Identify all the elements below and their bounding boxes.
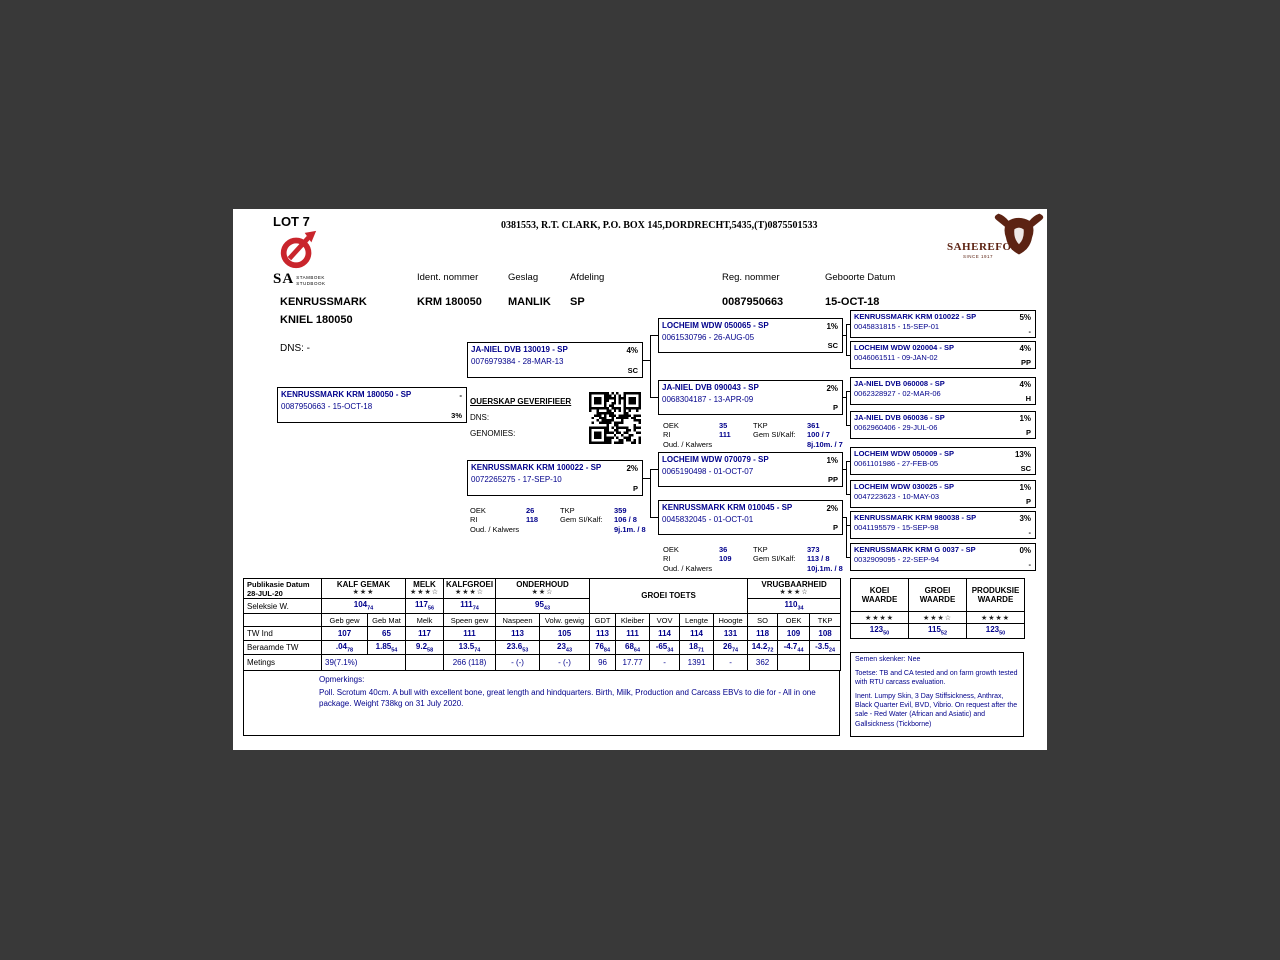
- empty-label: [244, 614, 322, 627]
- twind-value: 117: [406, 627, 444, 641]
- connector-line: [650, 469, 651, 518]
- gp4-stats: [663, 545, 843, 573]
- connector-line: [846, 461, 850, 462]
- beraamde-value: $-3.5_{24}$: [810, 641, 841, 655]
- ggp-badge-bottom: -: [1028, 326, 1031, 336]
- stat-line: Oud. / Kalwers 8j.10m. / 7: [663, 439, 843, 449]
- animal-box-name: KENRUSSMARK KRM 180050 - SP: [281, 390, 412, 399]
- column-header: TKP: [810, 614, 841, 627]
- ggp-badge-bottom: P: [1025, 427, 1031, 437]
- beraamde-value: $23_{43}$: [540, 641, 590, 655]
- afdeling-label: Afdeling: [570, 272, 605, 283]
- animal-badge-top: -: [459, 391, 462, 400]
- connector-line: [643, 478, 650, 479]
- column-header: Naspeen: [496, 614, 540, 627]
- star-rating: ★★★★: [967, 612, 1025, 624]
- stamboek-wordmark: [273, 272, 357, 287]
- opmerkings-title: Opmerkings:: [319, 675, 365, 684]
- twind-value: 65: [368, 627, 406, 641]
- certificate-page: [233, 209, 1047, 750]
- metings-value: [810, 655, 841, 671]
- beraamde-value: $68_{64}$: [616, 641, 650, 655]
- twind-value: 111: [616, 627, 650, 641]
- stats-table-waarde: [850, 578, 1025, 639]
- pedigree-box-sire: [467, 342, 643, 378]
- seleksie-value: $117_{56}$: [406, 599, 444, 614]
- star-rating: ★★★☆: [454, 589, 485, 597]
- opmerkings-text: Poll. Scrotum 40cm. A bull with excellent bone, great length and hindquarters. Birth, Milk, Production and Carcass EBVs to die for - All in one package. Weight 738kg on 31 July 2020.: [319, 687, 816, 708]
- ggp-badge-top: 3%: [1019, 514, 1031, 523]
- qr-code: [589, 392, 643, 446]
- beraamde-value: $23.6_{53}$: [496, 641, 540, 655]
- metings-value: 1391: [680, 655, 714, 671]
- ggp-reg: 0062960406 - 29-JUL-06: [854, 423, 938, 433]
- pedigree-box-gp-1: [658, 318, 843, 353]
- stat-line: Oud. / Kalwers 9j.1m. / 8: [470, 524, 646, 534]
- ggp-reg: 0062328927 - 02-MAR-06: [854, 389, 941, 399]
- ggp-reg: 0045831815 - 15-SEP-01: [854, 322, 940, 332]
- column-header: SO: [748, 614, 778, 627]
- pedigree-box-animal: [277, 387, 467, 423]
- connector-line: [843, 335, 847, 336]
- gp-name: KENRUSSMARK KRM 010045 - SP: [662, 503, 793, 512]
- ggp-badge-top: 0%: [1019, 546, 1031, 555]
- twind-value: 113: [590, 627, 616, 641]
- sire-badge-top: 4%: [626, 346, 638, 355]
- twind-value: 113: [496, 627, 540, 641]
- stamboek-line2: STUDBOOK: [296, 281, 326, 287]
- ggp-name: LOCHEIM WDW 030025 - SP: [854, 482, 955, 491]
- seleksie-value: $111_{74}$: [444, 599, 496, 614]
- metings-value: [406, 655, 444, 671]
- reg-value: 0087950663: [722, 296, 784, 308]
- geboorte-label: Geboorte Datum: [825, 272, 896, 283]
- gp-name: LOCHEIM WDW 070079 - SP: [662, 455, 769, 464]
- group-header: GROEI TOETS: [590, 579, 748, 614]
- group-header: ONDERHOUD ★★☆: [496, 579, 590, 599]
- connector-line: [846, 391, 850, 392]
- geboorte-value: 15-OCT-18: [825, 296, 880, 308]
- beraamde-value: $18_{71}$: [680, 641, 714, 655]
- stat-line: OEK 26 TKP 359: [470, 506, 627, 515]
- ggp-name: KENRUSSMARK KRM 980038 - SP: [854, 513, 977, 522]
- connector-line: [846, 494, 850, 495]
- ggp-name: KENRUSSMARK KRM G 0037 - SP: [854, 545, 976, 554]
- seleksie-value: $95_{43}$: [496, 599, 590, 614]
- beraamde-value: $-65_{34}$: [650, 641, 680, 655]
- metings-value: 362: [748, 655, 778, 671]
- gp-badge-top: 2%: [826, 504, 838, 513]
- ggp-badge-bottom: -: [1028, 527, 1031, 537]
- table-row: [851, 612, 1025, 624]
- pedigree-box-gp-4: [658, 500, 843, 535]
- pedigree-box-ggp-2: [850, 341, 1036, 369]
- star-rating: ★★★☆: [909, 612, 967, 624]
- connector-line: [651, 469, 658, 470]
- beraamde-value: $.04_{78}$: [322, 641, 368, 655]
- publikasie-label: Publikasie Datum 28-JUL-20: [244, 579, 322, 599]
- waarde-value: $123_{50}$: [851, 624, 909, 639]
- connector-line: [650, 335, 651, 398]
- connector-line: [846, 324, 847, 356]
- column-header: Volw. gewig: [540, 614, 590, 627]
- stamboek-line1: STAMBOEK: [296, 275, 325, 281]
- connector-line: [643, 360, 650, 361]
- gp-badge-top: 1%: [826, 322, 838, 331]
- metings-label: Metings: [244, 655, 322, 671]
- pedigree-box-gp-3: [658, 452, 843, 487]
- beraamde-value: $14.2_{72}$: [748, 641, 778, 655]
- metings-value: -: [650, 655, 680, 671]
- pedigree-box-ggp-6: [850, 480, 1036, 508]
- pedigree-box-ggp-1: [850, 310, 1036, 338]
- sa-stamboek-logo: [273, 229, 357, 287]
- connector-line: [843, 469, 847, 470]
- hereford-wordmark: SAHEREFORD: [947, 241, 1029, 253]
- gp-reg: 0065190498 - 01-OCT-07: [662, 467, 754, 476]
- gp-reg: 0068304187 - 13-APR-09: [662, 395, 754, 404]
- pedigree-box-ggp-4: [850, 411, 1036, 439]
- dam-box-name: KENRUSSMARK KRM 100022 - SP: [471, 463, 602, 472]
- metings-value: 17.77: [616, 655, 650, 671]
- stat-line: Oud. / Kalwers 10j.1m. / 8: [663, 563, 843, 573]
- connector-line: [843, 517, 847, 518]
- waarde-header: KOEI WAARDE: [851, 579, 909, 612]
- group-header: KALFGROEI ★★★☆: [444, 579, 496, 599]
- twind-value: 118: [748, 627, 778, 641]
- seleksie-value: $104_{74}$: [322, 599, 406, 614]
- column-header: GDT: [590, 614, 616, 627]
- stat-line: RI 118 Gem SI/Kalf: 106 / 8: [470, 515, 637, 525]
- twind-value: 105: [540, 627, 590, 641]
- column-header: Kleiber: [616, 614, 650, 627]
- twind-value: 114: [680, 627, 714, 641]
- pedigree-box-ggp-7: [850, 511, 1036, 539]
- connector-line: [846, 355, 850, 356]
- notes-box: [850, 652, 1024, 737]
- ggp-reg: 0032909095 - 22-SEP-94: [854, 555, 940, 565]
- connector-line: [846, 461, 847, 495]
- twind-value: 111: [444, 627, 496, 641]
- animal-badge-bottom: 3%: [451, 410, 462, 420]
- ggp-badge-bottom: SC: [1020, 463, 1031, 473]
- dam-box-reg: 0072265275 - 17-SEP-10: [471, 475, 562, 484]
- column-header: VOV: [650, 614, 680, 627]
- stat-line: RI 109 Gem SI/Kalf: 113 / 8: [663, 554, 830, 564]
- dam-badge-bottom: P: [632, 483, 638, 493]
- column-header: Geb Mat: [368, 614, 406, 627]
- ggp-name: JA-NIEL DVB 060008 - SP: [854, 379, 945, 388]
- group-header: KALF GEMAK ★★★: [322, 579, 406, 599]
- connector-line: [846, 324, 850, 325]
- stat-line: RI 111 Gem SI/Kalf: 100 / 7: [663, 430, 830, 440]
- table-row: [244, 614, 841, 627]
- table-row: [851, 579, 1025, 612]
- group-header: MELK ★★★☆: [406, 579, 444, 599]
- gp-badge-bottom: P: [832, 522, 838, 532]
- pedigree-box-dam: [467, 460, 643, 496]
- pedigree-box-ggp-5: [850, 447, 1036, 475]
- ggp-reg: 0046061511 - 09-JAN-02: [854, 353, 938, 363]
- ggp-name: KENRUSSMARK KRM 010022 - SP: [854, 312, 977, 321]
- pedigree-box-gp-2: [658, 380, 843, 415]
- ggp-badge-top: 5%: [1019, 313, 1031, 322]
- owner-line: 0381553, R.T. CLARK, P.O. BOX 145,DORDRECHT,5435,(T)0875501533: [501, 220, 818, 231]
- column-header: Speen gew: [444, 614, 496, 627]
- stamboek-ring-icon: [277, 229, 319, 271]
- ggp-name: LOCHEIM WDW 020004 - SP: [854, 343, 955, 352]
- beraamde-label: Beraamde TW: [244, 641, 322, 655]
- star-rating: ★★★★: [851, 612, 909, 624]
- waarde-header: GROEI WAARDE: [909, 579, 967, 612]
- gp-badge-top: 2%: [826, 384, 838, 393]
- waarde-value: $115_{52}$: [909, 624, 967, 639]
- star-rating: ★★☆: [531, 589, 554, 597]
- connector-line: [846, 517, 847, 558]
- ggp-badge-bottom: PP: [1020, 357, 1031, 367]
- dns-line: DNS: -: [280, 343, 310, 354]
- genomies-label: GENOMIES:: [470, 429, 516, 438]
- metings-value: - (-): [540, 655, 590, 671]
- dam-stats: [470, 506, 646, 534]
- ggp-badge-top: 1%: [1019, 483, 1031, 492]
- pedigree-box-ggp-8: [850, 543, 1036, 571]
- ggp-reg: 0061101986 - 27-FEB-05: [854, 459, 939, 469]
- twind-value: 108: [810, 627, 841, 641]
- beraamde-value: $13.5_{74}$: [444, 641, 496, 655]
- twind-label: TW Ind: [244, 627, 322, 641]
- column-header: OEK: [778, 614, 810, 627]
- stat-line: OEK 36 TKP 373: [663, 545, 820, 554]
- connector-line: [651, 397, 658, 398]
- table-row: [244, 655, 841, 671]
- star-rating: ★★★☆: [409, 589, 440, 597]
- beraamde-value: $1.85_{54}$: [368, 641, 406, 655]
- waarde-header: PRODUKSIE WAARDE: [967, 579, 1025, 612]
- ouerskap-title: OUERSKAP GEVERIFIEER: [470, 397, 572, 406]
- table-row: [244, 599, 841, 614]
- connector-line: [843, 397, 847, 398]
- connector-line: [846, 425, 850, 426]
- gp-name: LOCHEIM WDW 050065 - SP: [662, 321, 769, 330]
- ggp-reg: 0041195579 - 15-SEP-98: [854, 523, 939, 533]
- twind-value: 109: [778, 627, 810, 641]
- lot-number: LOT 7: [273, 214, 310, 229]
- beraamde-value: $76_{84}$: [590, 641, 616, 655]
- metings-value: 96: [590, 655, 616, 671]
- metings-value: 39(7.1%): [322, 655, 406, 671]
- gp-reg: 0045832045 - 01-OCT-01: [662, 515, 754, 524]
- sire-badge-bottom: SC: [627, 365, 638, 375]
- gp-name: JA-NIEL DVB 090043 - SP: [662, 383, 759, 392]
- gp-badge-top: 1%: [826, 456, 838, 465]
- group-header: VRUGBAARHEID ★★★☆: [748, 579, 841, 599]
- ggp-badge-top: 1%: [1019, 414, 1031, 423]
- beraamde-value: $-4.7_{44}$: [778, 641, 810, 655]
- stamboek-sa-text: SA: [273, 271, 295, 287]
- hereford-since-text: SINCE 1917: [963, 254, 994, 259]
- sire-box-reg: 0076979384 - 28-MAR-13: [471, 357, 564, 366]
- waarde-value: $123_{50}$: [967, 624, 1025, 639]
- sa-hereford-logo: [947, 211, 1047, 273]
- afdeling-value: SP: [570, 296, 585, 308]
- table-row: [244, 579, 841, 599]
- seleksie-value: $110_{34}$: [748, 599, 841, 614]
- star-rating: ★★★: [352, 589, 375, 597]
- twind-value: 114: [650, 627, 680, 641]
- gp-reg: 0061530796 - 26-AUG-05: [662, 333, 755, 342]
- metings-value: [778, 655, 810, 671]
- metings-value: - (-): [496, 655, 540, 671]
- connector-line: [651, 517, 658, 518]
- geslag-label: Geslag: [508, 272, 539, 283]
- ggp-badge-bottom: H: [1025, 393, 1031, 403]
- ggp-name: JA-NIEL DVB 060036 - SP: [854, 413, 945, 422]
- dam-badge-top: 2%: [626, 464, 638, 473]
- column-header: Lengte: [680, 614, 714, 627]
- sire-box-name: JA-NIEL DVB 130019 - SP: [471, 345, 568, 354]
- connector-line: [846, 525, 850, 526]
- beraamde-value: $9.2_{58}$: [406, 641, 444, 655]
- geslag-value: MANLIK: [508, 296, 551, 308]
- twind-value: 107: [322, 627, 368, 641]
- animal-box-reg: 0087950663 - 15-OCT-18: [281, 402, 373, 411]
- verification-block: [470, 397, 571, 445]
- remarks-box: [243, 670, 840, 736]
- star-rating: ★★★☆: [779, 589, 809, 597]
- metings-value: 266 (118): [444, 655, 496, 671]
- table-row: [244, 627, 841, 641]
- animal-name-line2: KNIEL 180050: [280, 314, 353, 326]
- gp-badge-bottom: PP: [827, 474, 838, 484]
- animal-name-line1: KENRUSSMARK: [280, 296, 367, 308]
- column-header: Geb gew: [322, 614, 368, 627]
- stats-table-main: [243, 578, 841, 671]
- gp-badge-bottom: P: [832, 402, 838, 412]
- ggp-badge-bottom: -: [1028, 559, 1031, 569]
- ident-value: KRM 180050: [417, 296, 482, 308]
- table-row: [851, 624, 1025, 639]
- gp-badge-bottom: SC: [827, 340, 838, 350]
- ggp-badge-top: 13%: [1014, 450, 1031, 459]
- ggp-name: LOCHEIM WDW 050009 - SP: [854, 449, 955, 458]
- column-header: Melk: [406, 614, 444, 627]
- metings-value: -: [714, 655, 748, 671]
- column-header: Hoogte: [714, 614, 748, 627]
- seleksie-label: Seleksie W.: [244, 599, 322, 614]
- ident-label: Ident. nommer: [417, 272, 479, 283]
- gp2-stats: [663, 421, 843, 449]
- connector-line: [651, 335, 658, 336]
- ggp-reg: 0047223623 - 10-MAY-03: [854, 492, 940, 502]
- toetse-line: Toetse: TB and CA tested and on farm growth tested with RTU carcass evaluation.: [855, 670, 1018, 687]
- pedigree-box-ggp-3: [850, 377, 1036, 405]
- dns-label: DNS:: [470, 413, 490, 422]
- ggp-badge-top: 4%: [1019, 344, 1031, 353]
- stat-line: OEK 35 TKP 361: [663, 421, 820, 430]
- beraamde-value: $26_{74}$: [714, 641, 748, 655]
- reg-label: Reg. nommer: [722, 272, 780, 283]
- ggp-badge-top: 4%: [1019, 380, 1031, 389]
- ggp-badge-bottom: P: [1025, 496, 1031, 506]
- inent-line: Inent. Lumpy Skin, 3 Day Stiffsickness, Anthrax, Black Quarter Evil, BVD, Vibrio. On request after the sale - Red Water (African and Asiatic) and Gallsickness (Tickborne): [855, 693, 1018, 728]
- semen-line: Semen skenker: Nee: [855, 656, 921, 663]
- twind-value: 131: [714, 627, 748, 641]
- table-row: [244, 641, 841, 655]
- connector-line: [846, 557, 850, 558]
